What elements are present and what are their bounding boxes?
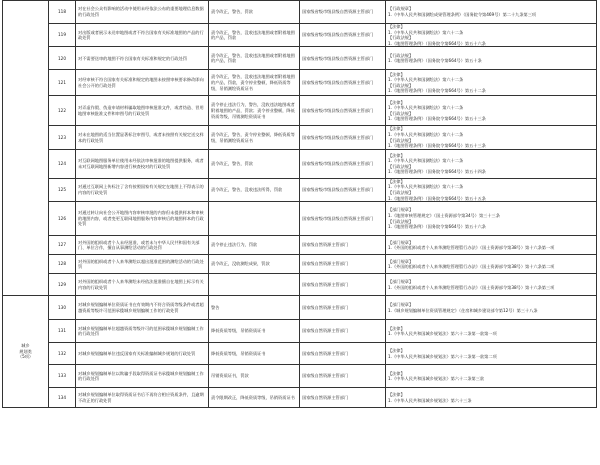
legal-basis <box>386 365 597 388</box>
legal-basis <box>386 47 597 70</box>
basis-line: 【部门规章】 <box>388 258 414 264</box>
item-name: 对在社会公众有影响的活动中使用未经依法公布的重要地理信息数据的行政处罚 <box>76 1 209 24</box>
item-name: 对通过互联网上传标注了含有按照国家有关规定在地图上不得表示的内容的行政处罚 <box>76 178 209 201</box>
basis-line: 【行政法规】 <box>388 218 414 224</box>
basis-line: 1.《地图审核管理规定》（国土资源部令第34号）第三十三条 <box>388 213 500 219</box>
responsible-dept: 国家级自然资源主管部门 <box>300 255 386 274</box>
row-number: 128 <box>49 255 76 274</box>
item-name: 对城乡规划编制单位资质证书在有效期内不符合资质等级条件或者超越资质等级许可范围承揽城乡规划编制工作的行政处罚 <box>76 296 209 320</box>
basis-line: 【行政规章】 <box>388 6 414 12</box>
basis-line: 【法律】 <box>388 126 405 132</box>
responsible-dept: 国家级自然资源主管部门 <box>300 320 386 343</box>
basis-line: 1.《中华人民共和国城乡规划法》第六十二条第三款 <box>388 376 485 382</box>
basis-line: 【行政法规】 <box>388 82 414 88</box>
legal-basis <box>386 24 597 47</box>
basis-line: 1.《外国的组织或者个人来华测绘管理暂行办法》（国土资源部令第38号）第十六条第三项 <box>388 284 555 290</box>
item-name: 对通过转让向社会公开地图内容审核审批的内容但未提供样本和审核的地图内容，或者变更互联网地图服务内容审核后的地图样本的行政处罚 <box>76 202 209 236</box>
responsible-dept: 国家级省级市级县级自然资源主管部门 <box>300 47 386 70</box>
basis-line: 【行政法规】 <box>388 110 414 116</box>
basis-line: 1.《地图管理条例》（国务院令第664号）第五十六条 <box>388 40 486 46</box>
table-row <box>3 149 597 178</box>
basis-line: 1.《中华人民共和国城乡规划法》第六十二条第一款第二项 <box>388 353 497 359</box>
basis-line: 【法律】 <box>388 392 405 398</box>
legal-basis <box>386 274 597 296</box>
item-name: 对外国的组织或者个人来华测绘未经依法批准擅自在地图上标示有关内容的行政处罚 <box>76 274 209 296</box>
row-number: 124 <box>49 149 76 178</box>
legal-basis <box>386 343 597 365</box>
table-row <box>3 126 597 149</box>
legal-basis <box>386 388 597 408</box>
basis-line: 【法律】 <box>388 71 405 77</box>
basis-line: 1.《中华人民共和国城乡规划法》第六十二条第一款第一项 <box>388 331 497 337</box>
penalty-type: 责令改正，警告，责令停业整顿，降低资质等级，吊销测绘资质证书 <box>209 126 300 149</box>
table-row <box>3 320 597 343</box>
responsible-dept: 国家级自然资源主管部门 <box>300 343 386 365</box>
basis-line: 1.《外国的组织或者个人来华测绘管理暂行办法》（国土资源部令第38号）第十六条第二项 <box>388 264 555 270</box>
basis-line: 1.《中华人民共和国测绘法》第六十二条 <box>388 105 464 111</box>
row-number: 133 <box>49 365 76 388</box>
basis-line: 1.《中华人民共和国测绘成果管理条例》（国务院令第469号）第二十九条第三项 <box>388 12 537 17</box>
legal-basis <box>386 126 597 149</box>
table-row <box>3 47 597 70</box>
basis-line: 1.《地图管理条例》（国务院令第664号）第五十六条 <box>388 224 486 230</box>
row-number: 120 <box>49 47 76 70</box>
basis-line: 【法律】 <box>388 24 405 29</box>
basis-line: 1.《地图管理条例》（国务院令第664号）第五十三条 <box>388 143 486 149</box>
responsible-dept: 国家级自然资源主管部门 <box>300 274 386 296</box>
basis-line: 1.《中华人民共和国测绘法》第六十二条 <box>388 184 464 190</box>
legal-basis <box>386 1 597 24</box>
item-name: 对互联网地图服务单位使用未经依法审核批准的地图提供服务，或者未对互联网地图新增内容进行核查校对的行政处罚 <box>76 149 209 178</box>
item-name: 对城乡规划编制单位超越资质等级许可的范围承揽城乡规划编制工作的行政处罚 <box>76 320 209 343</box>
item-name: 对不需要送审的地图不符合国家有关标准和规定的行政处罚 <box>76 47 209 70</box>
penalty-type: 责令改正，警告，没收违法所得，罚款 <box>209 178 300 201</box>
basis-line: 【行政法规】 <box>388 35 414 41</box>
basis-line: 【法律】 <box>388 348 405 354</box>
basis-line: 【部门规章】 <box>388 207 414 213</box>
legal-basis <box>386 236 597 255</box>
category-cell: 城乡 规划类 （5项） <box>3 296 49 408</box>
penalty-type <box>209 202 300 236</box>
row-number: 125 <box>49 178 76 201</box>
row-number: 119 <box>49 24 76 47</box>
table-row <box>3 96 597 126</box>
penalty-table <box>2 0 597 408</box>
row-number: 121 <box>49 70 76 96</box>
item-name: 对城乡规划编制单位以欺骗手段取得资质证书承揽城乡规划编制工作的行政处罚 <box>76 365 209 388</box>
basis-line: 1.《地图管理条例》（国务院令第664号）第五十三条 <box>388 116 486 122</box>
basis-line: 1.《中华人民共和国城乡规划法》第六十三条 <box>388 397 472 403</box>
penalty-type: 责令改正，警告，没收违法地图或者附着地图的产品，罚款 <box>209 24 300 47</box>
legal-basis <box>386 296 597 320</box>
item-name: 对城乡规划编制单位违反国家有关标准编制城乡规划的行政处罚 <box>76 343 209 365</box>
row-number: 118 <box>49 1 76 24</box>
basis-line: 1.《中华人民共和国测绘法》第六十二条 <box>388 77 464 83</box>
item-name: 对未在地图的适当位置显著标注审图号，或者未按照有关规定送交样本的行政处罚 <box>76 126 209 149</box>
row-number: 127 <box>49 236 76 255</box>
table-row <box>3 178 597 201</box>
penalty-type: 责令改正，警告，没收违法地图或者附着地图的产品，罚款，责令停业整顿，降低资质等级，吊销测绘资质证书 <box>209 70 300 96</box>
basis-line: 【法律】 <box>388 178 405 184</box>
penalty-type: 吊销资质证书，罚款 <box>209 365 300 388</box>
item-name: 对出版或者展示未送审地图或者不符合国家有关标准地图的产品的行政处罚 <box>76 24 209 47</box>
basis-line: 1.《地图管理条例》（国务院令第664号）第五十四条 <box>388 169 486 175</box>
row-number: 132 <box>49 343 76 365</box>
legal-basis <box>386 178 597 201</box>
penalty-type: 责令改正，警告，罚款 <box>209 1 300 24</box>
table-row <box>3 274 597 296</box>
responsible-dept: 国家级省级市级县级自然资源主管部门 <box>300 1 386 24</box>
basis-line: 【部门规章】 <box>388 239 414 245</box>
penalty-type: 责令改正，没收测绘成果，罚款 <box>209 255 300 274</box>
table-row <box>3 70 597 96</box>
basis-line: 【行政法规】 <box>388 52 414 58</box>
table-row <box>3 365 597 388</box>
penalty-type: 降低资质等级，吊销资质证书 <box>209 343 300 365</box>
row-number: 123 <box>49 126 76 149</box>
responsible-dept: 国家级自然资源主管部门 <box>300 388 386 408</box>
item-name: 对外国的组织或者个人未经批准，或者未与中华人民共和国有关部门、单位合作，擅自从事测绘活动的行政处罚 <box>76 236 209 255</box>
table-row <box>3 202 597 236</box>
penalty-type: 责令改正，警告，没收违法地图或者附着地图的产品，罚款 <box>209 47 300 70</box>
basis-line: 1.《地图管理条例》（国务院令第664号）第五十条 <box>388 58 482 64</box>
responsible-dept: 国家级省级市级县级自然资源主管部门 <box>300 202 386 236</box>
table-row <box>3 236 597 255</box>
basis-line: 1.《外国的组织或者个人来华测绘管理暂行办法》（国土资源部令第38号）第十六条第一项 <box>388 245 555 251</box>
item-name: 对城乡规划编制单位取得资质证书后不再符合相应资质条件，且逾期不改正的行政处罚 <box>76 388 209 408</box>
table-row <box>3 1 597 24</box>
penalty-type: 降低资质等级，吊销资质证书 <box>209 320 300 343</box>
responsible-dept: 国家级省级市级县级自然资源主管部门 <box>300 149 386 178</box>
table-row <box>3 24 597 47</box>
responsible-dept: 国家级省级市级县级自然资源主管部门 <box>300 96 386 126</box>
penalty-type <box>209 274 300 296</box>
row-number: 129 <box>49 274 76 296</box>
basis-line: 【行政法规】 <box>388 189 414 195</box>
basis-line: 1.《中华人民共和国测绘法》第六十二条 <box>388 131 464 137</box>
basis-line: 【法律】 <box>388 99 405 105</box>
row-number: 131 <box>49 320 76 343</box>
legal-basis <box>386 202 597 236</box>
penalty-type: 责令停止违法行为，警告，没收违法地图或者附着地图的产品，罚款；责令停业整顿，降低资质等级，吊销测绘资质证书 <box>209 96 300 126</box>
row-number: 126 <box>49 202 76 236</box>
basis-line: 1.《地图管理条例》（国务院令第664号）第五十五条 <box>388 195 486 201</box>
table-row <box>3 255 597 274</box>
responsible-dept: 国家级自然资源主管部门 <box>300 365 386 388</box>
item-name: 对弄虚作假、伪造申请材料骗取地图审核批准文件，或者伪造、冒用地图审核批准文件和审图号的行政处罚 <box>76 96 209 126</box>
row-number: 130 <box>49 296 76 320</box>
table-row <box>3 296 597 320</box>
table-row <box>3 388 597 408</box>
responsible-dept: 国家级省级市级县级自然资源主管部门 <box>300 178 386 201</box>
category-cell-blank <box>3 1 49 296</box>
basis-line: 【行政法规】 <box>388 163 414 169</box>
basis-line: 1.《地图管理条例》（国务院令第664号）第五十二条 <box>388 88 486 94</box>
legal-basis <box>386 320 597 343</box>
legal-basis <box>386 96 597 126</box>
basis-line: 【部门规章】 <box>388 302 414 308</box>
table-row <box>3 343 597 365</box>
basis-line: 1.《中华人民共和国测绘法》第六十二条 <box>388 29 464 35</box>
responsible-dept: 国家级自然资源主管部门 <box>300 296 386 320</box>
responsible-dept: 国家级自然资源主管部门 <box>300 236 386 255</box>
basis-line: 【法律】 <box>388 370 405 376</box>
responsible-dept: 国家级省级市级县级自然资源主管部门 <box>300 126 386 149</box>
penalty-type: 警告 <box>209 296 300 320</box>
penalty-type: 责令限期改正，降低资质等级，吊销资质证书 <box>209 388 300 408</box>
responsible-dept: 国家级省级市级县级自然资源主管部门 <box>300 24 386 47</box>
legal-basis <box>386 70 597 96</box>
penalty-type: 责令停止违法行为，罚款 <box>209 236 300 255</box>
basis-line: 1.《城乡规划编制单位资质管理规定》（住房和城乡建设部令第12号）第三十八条 <box>388 307 538 313</box>
basis-line: 【法律】 <box>388 152 405 158</box>
penalty-type: 责令改正，警告，罚款 <box>209 149 300 178</box>
item-name: 对经审核不符合国家有关标准和规定的地图未按照审核要求修改即向社会公开的行政处罚 <box>76 70 209 96</box>
row-number: 122 <box>49 96 76 126</box>
basis-line: 【法律】 <box>388 325 405 331</box>
item-name: 对外国的组织或者个人来华测绘以超出批准范围的测绘活动的行政处罚 <box>76 255 209 274</box>
row-number: 134 <box>49 388 76 408</box>
basis-line: 1.《中华人民共和国测绘法》第六十二条 <box>388 158 464 164</box>
basis-line: 【行政法规】 <box>388 137 414 143</box>
legal-basis <box>386 255 597 274</box>
basis-line: 【部门规章】 <box>388 279 414 285</box>
responsible-dept: 国家级省级市级县级自然资源主管部门 <box>300 70 386 96</box>
legal-basis <box>386 149 597 178</box>
